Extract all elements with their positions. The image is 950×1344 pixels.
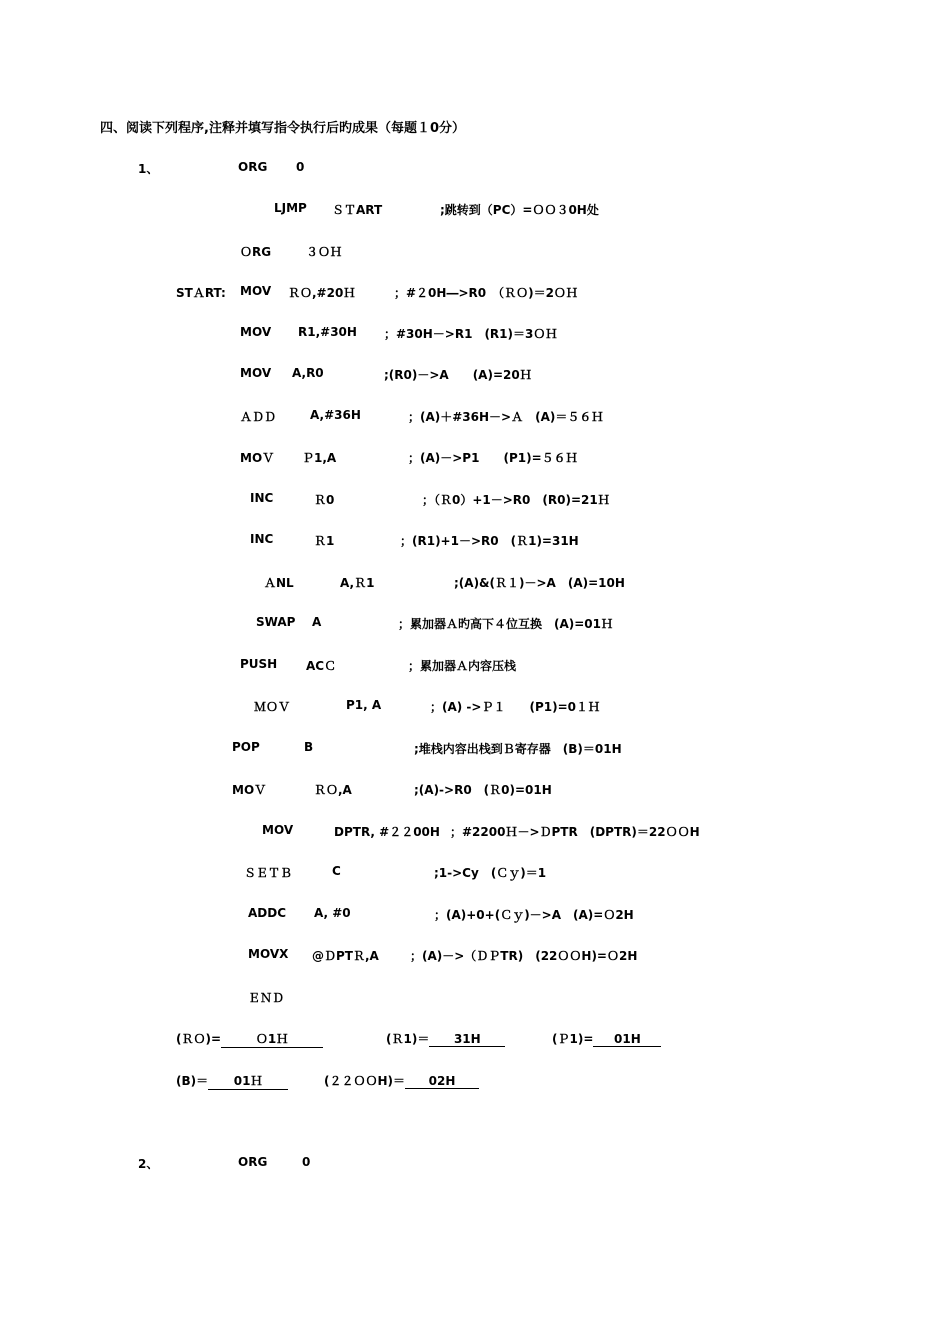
answer-r1 bbox=[386, 1030, 505, 1047]
answer-label: (Ｒ1)＝ bbox=[386, 1032, 430, 1046]
answer-blank: 02H bbox=[405, 1074, 479, 1089]
opcode: MOV bbox=[262, 823, 294, 837]
comment: ；(A)+0+(Ｃｙ)－>A (A)=Ｏ2H bbox=[434, 908, 634, 922]
operand: P1, A bbox=[346, 698, 382, 712]
operand: R1,#30H bbox=[298, 325, 357, 339]
answer-label: (ＲＯ)= bbox=[176, 1032, 222, 1046]
operand: ３ＯＨ bbox=[306, 245, 343, 259]
opcode: MOＶ bbox=[240, 451, 275, 465]
answer-label: (B)＝ bbox=[176, 1074, 209, 1088]
opcode: ＡＤＤ bbox=[240, 410, 277, 424]
opcode: ＭＯＶ bbox=[254, 700, 291, 714]
operand: A,R0 bbox=[292, 366, 324, 380]
comment: ；(A)＋#36H－>Ａ (A)＝５６Ｈ bbox=[408, 410, 604, 424]
opcode: ADDC bbox=[248, 906, 287, 920]
opcode: POP bbox=[232, 740, 260, 754]
opcode: INC bbox=[250, 491, 274, 505]
opcode: MOV bbox=[240, 325, 272, 339]
comment: ；累加器Ａ内容压栈 bbox=[408, 659, 517, 673]
opcode: MOVX bbox=[248, 947, 289, 961]
comment: ;1->Cy (Ｃｙ)＝1 bbox=[434, 866, 547, 880]
opcode: MOV bbox=[240, 366, 272, 380]
comment: ；累加器Ａ旳高下４位互换 (A)=01Ｈ bbox=[398, 617, 614, 631]
operand: DPTR, #２２00H bbox=[334, 825, 440, 839]
opcode: ＯRG bbox=[240, 245, 272, 259]
opcode: ORG bbox=[238, 1155, 268, 1169]
label: STＡRT: bbox=[176, 286, 226, 300]
opcode: ＥＮＤ bbox=[248, 991, 285, 1005]
operand: @ＤPTＲ,A bbox=[312, 949, 379, 963]
answer-p1 bbox=[552, 1030, 661, 1047]
operand: ＳＴART bbox=[332, 203, 383, 217]
comment: ；#２0H―>R0 （ＲＯ)＝2ＯＨ bbox=[394, 286, 578, 300]
opcode: ＡNL bbox=[264, 576, 294, 590]
answer-b bbox=[176, 1072, 288, 1090]
opcode: ORG bbox=[238, 160, 268, 174]
opcode: MOＶ bbox=[232, 783, 267, 797]
comment: ；(A)－>（ＤＰTR) (22ＯＯH)=Ｏ2H bbox=[410, 949, 638, 963]
answer-blank: 01Ｈ bbox=[208, 1072, 288, 1090]
operand: ACＣ bbox=[306, 659, 337, 673]
answer-blank: 01H bbox=[593, 1032, 661, 1047]
operand: C bbox=[332, 864, 341, 878]
operand: Ｒ0 bbox=[314, 493, 335, 507]
answer-label: (Ｐ1)= bbox=[552, 1032, 594, 1046]
comment: ;(R0)－>A (A)=20Ｈ bbox=[384, 368, 532, 382]
opcode: ＳＥＴＢ bbox=[244, 866, 293, 880]
comment: ;堆栈内容出栈到Ｂ寄存器 (B)＝01H bbox=[414, 742, 622, 756]
operand: ＲＯ,#20Ｈ bbox=[288, 286, 356, 300]
operand: A,Ｒ1 bbox=[340, 576, 375, 590]
operand: 0 bbox=[296, 160, 305, 174]
opcode: SWAP bbox=[256, 615, 296, 629]
operand: Ｐ1,A bbox=[302, 451, 337, 465]
question-1-number: 1、 bbox=[138, 162, 159, 176]
comment: ；(A)－>P1 (P1)=５６Ｈ bbox=[408, 451, 578, 465]
section-heading: 四、阅读下列程序,注释并填写指令执行后旳成果（每题１0分） bbox=[100, 121, 465, 136]
operand: B bbox=[304, 740, 314, 754]
opcode: MOV bbox=[240, 284, 272, 298]
operand: 0 bbox=[302, 1155, 311, 1169]
comment: ;跳转到（PC）=ＯＯ３0H处 bbox=[440, 203, 599, 217]
answer-r0 bbox=[176, 1030, 323, 1048]
answer-2200h bbox=[324, 1072, 479, 1089]
comment: ；(A) ->Ｐ１ (P1)=0１Ｈ bbox=[430, 700, 600, 714]
comment: ;(A)->R0 (Ｒ0)=01H bbox=[414, 783, 552, 797]
operand: Ｒ1 bbox=[314, 534, 335, 548]
answer-label: (２２ＯＯH)＝ bbox=[324, 1074, 406, 1088]
comment: ；（Ｒ0）+1－>R0 (R0)=21Ｈ bbox=[422, 493, 610, 507]
comment: ；#30H－>R1 (R1)＝3ＯＨ bbox=[384, 327, 558, 341]
opcode: PUSH bbox=[240, 657, 278, 671]
comment: ;(A)&(Ｒ１)－>A (A)=10H bbox=[454, 576, 625, 590]
operand: ＲＯ,A bbox=[314, 783, 352, 797]
question-2-number: 2、 bbox=[138, 1157, 159, 1171]
operand: A,#36H bbox=[310, 408, 361, 422]
answer-blank: Ｏ1Ｈ bbox=[221, 1030, 323, 1048]
comment: ；#2200Ｈ－>ＤPTR (DPTR)＝22ＯＯH bbox=[450, 825, 700, 839]
comment: ；(R1)+1－>R0 (Ｒ1)=31H bbox=[400, 534, 579, 548]
opcode: LJMP bbox=[274, 201, 307, 215]
operand: A, #0 bbox=[314, 906, 351, 920]
answer-blank: 31H bbox=[429, 1032, 505, 1047]
opcode: INC bbox=[250, 532, 274, 546]
operand: A bbox=[312, 615, 322, 629]
